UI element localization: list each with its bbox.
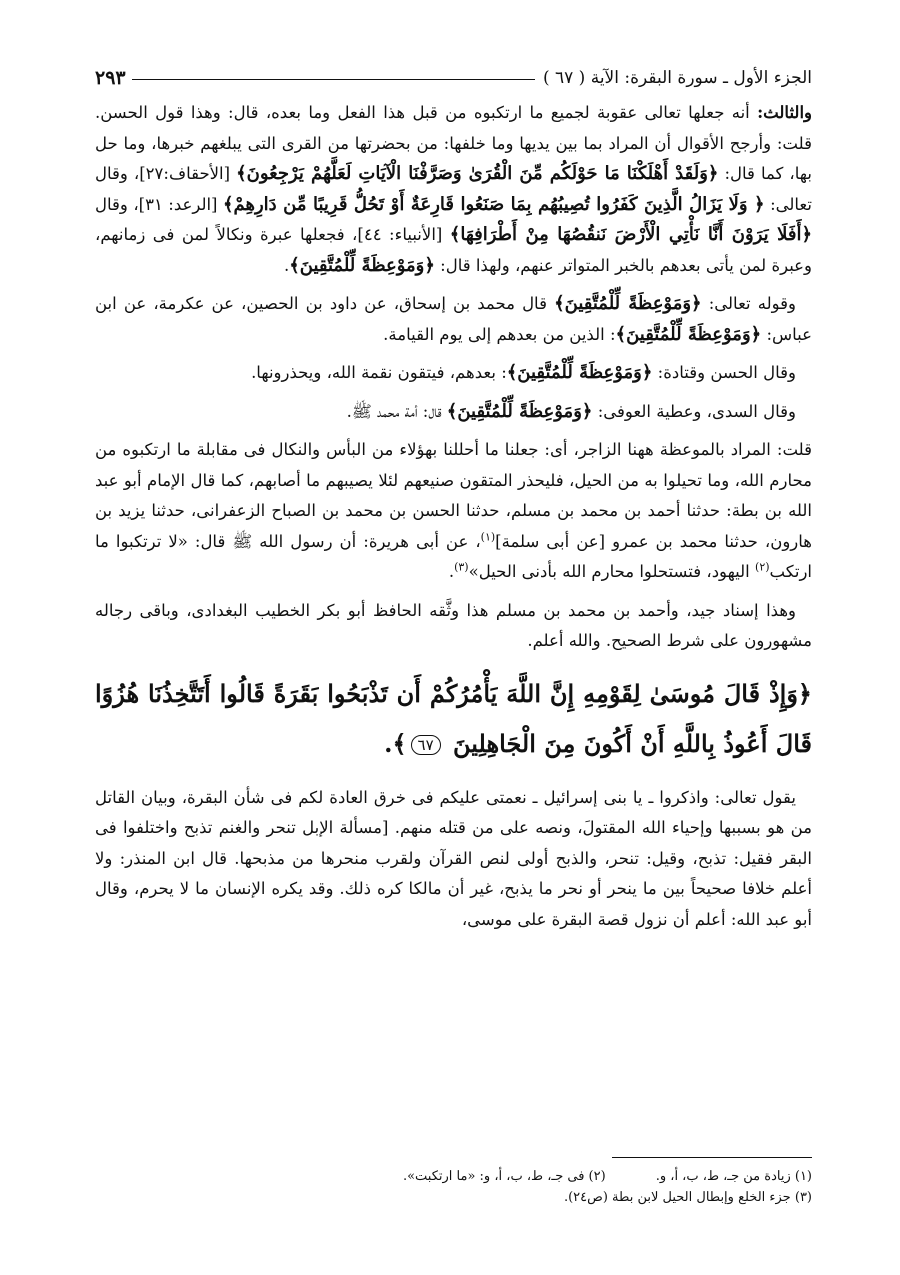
running-header (95, 64, 812, 92)
quran-quote: ﴿وَمَوْعِظَةً لِّلْمُتَّقِينَ﴾ (554, 293, 702, 314)
header-rule (132, 79, 535, 80)
paragraph-text: أنه جعلها تعالى عقوبة لجميع ما ارتكبوه من قبل هذا الفعل وما بعده، قال: وهذا قول الحسن. قلت: وأرجح الأقوال أن المراد بما بين يديها وما خلفها: من بحضرتها من القرى التى يبلغهم خبرها، وما حل بها، كما قال: (95, 103, 812, 183)
paragraph-suddi (95, 397, 812, 428)
paragraph-commentary: يقول تعالى: واذكروا ـ يا بنى إسرائيل ـ نعمتى عليكم فى خرق العادة لكم فى شأن البقرة، وبيان القاتل من هو بسببها وإحياء الله المقتولَ، ونصه على من قتله منهم. [مسألة الإبل تنحر والغنم تذبح واختلفوا فى البقر فقيل: تذبح، وقيل: تنحر، والذبح أولى لنص القرآن ولقرب منحرها من مذبحها. قال ابن المنذر: ولا أعلم خلافا صحيحاً بين ما ينحر أو نحر ما يذبح، غير أن مالكا كره ذلك. وقد يكره الإنسان ما لا يحرم، وقال أبو عبد الله: أعلم أن نزول قصة البقرة على موسى، (95, 787, 812, 929)
paragraph-text: : بعدهم، فيتقون نقمة الله، ويحذرونها. (251, 363, 507, 382)
verse-end: ﴾. (384, 728, 407, 758)
paragraph-text: وقوله تعالى: (708, 294, 796, 313)
paragraph-text: : الذين من بعدهم إلى يوم القيامة. (383, 324, 616, 344)
quran-quote: ﴿وَمَوْعِظَةً لِّلْمُتَّقِينَ﴾ (615, 323, 762, 345)
footnote-3: (٣) جزء الخلع وإبطال الحيل لابن بطة (ص٢٤). (563, 1190, 812, 1205)
paragraph-text: اليهود، فتستحلوا محارم الله بأدنى الحيل» (468, 562, 756, 581)
ayah-number: ٦٧ (411, 735, 441, 755)
paragraph-text: قال: أمة محمد ﷺ. (346, 401, 442, 421)
quran-quote: ﴿وَمَوْعِظَةً لِّلْمُتَّقِينَ﴾ (506, 362, 653, 383)
paragraph-text: قلت: المراد بالموعظة ههنا الزاجر، أى: جعلنا ما أحللنا بهؤلاء من البأس والنكال فى مقابلة ما ارتكبوه من محارم الله، وما تحيلوا به من الحيل، فليحذر المتقون صنيعهم لئلا يصيبهم ما أصابهم، كما قال الإمام أبو عبد الله بن بطة: حدثنا أحمد بن محمد بن مسلم، حدثنا الحسن بن محمد بن الصباح الزعفرانى، حدثنا يزيد بن هارون، حدثنا محمد بن عمرو [عن أبى سلمة] (95, 440, 812, 551)
footnote-2: (٢) فى جـ، ط، ب، أ، و: «ما ارتكبت». (402, 1169, 606, 1184)
verse-67 (95, 669, 812, 769)
footnote-1: (١) زيادة من جـ، ط، ب، أ، و. (655, 1169, 812, 1184)
paragraph-text: وقال السدى، وعطية العوفى: (597, 401, 796, 421)
paragraph-ibn-batta: قلت: المراد بالموعظة ههنا الزاجر، أى: جعلنا ما أحللنا بهؤلاء من البأس والنكال فى مقابلة ما ارتكبوه من محارم الله، وما تحيلوا به من الحيل، فليحذر المتقون صنيعهم لئلا يصيبهم ما أصابهم، كما قال الإمام أبو عبد الله بن بطة: حدثنا أحمد بن محمد بن مسلم، حدثنا الحسن بن محمد بن الصباح الزعفرانى، حدثنا يزيد بن هارون، حدثنا محمد بن عمرو [عن أبى سلمة]$^{(١)}$، عن أبى هريرة: أن رسول الله ﷺ قال: «لا ترتكبوا ما ارتكب$^{(٢)}$ اليهود، فتستحلوا محارم الله بأدنى الحيل»$^{(٣)}$. (95, 440, 812, 581)
footnote-marker: (١) (480, 530, 496, 543)
footnotes (95, 1166, 812, 1208)
paragraph-text: وقال الحسن وقتادة: (657, 363, 796, 382)
paragraph-ibn-ishaq (95, 289, 812, 350)
quran-quote: ﴿أَفَلَا يَرَوْنَ أَنَّا نَأْتِي الْأَرْضَ نَنقُصُهَا مِنْ أَطْرَافِهَا﴾ (449, 224, 813, 245)
paragraph-lead: والثالث: (757, 103, 812, 122)
paragraph-isnad: وهذا إسناد جيد، وأحمد بن محمد بن مسلم هذا وثَّقه الحافظ أبو بكر الخطيب البغدادى، وباقى رجاله مشهورون على شرط الصحيح. والله أعلم. (95, 600, 812, 650)
paragraph-text: ، عن أبى هريرة: أن رسول الله ﷺ قال: «لا ترتكبوا ما ارتكب (95, 531, 812, 581)
page-number: ٢٩٣ (95, 67, 126, 89)
quran-quote: ﴿ وَلَا يَزَالُ الَّذِينَ كَفَرُوا تُصِيبُهُم بِمَا صَنَعُوا قَارِعَةٌ أَوْ تَحُلُّ قَرِيبًا مِّن دَارِهِمْ﴾ (222, 193, 765, 215)
footnote-marker: (٢) (755, 560, 770, 574)
reference-text: [الأنبياء: ٤٤]، فجعلها عبرة ونكالاً لمن فى زمانهم، وعبرة لمن يأتى بعدهم بالخبر المتواتر عنهم، ولهذا قال: (95, 225, 812, 275)
paragraph-hasan-qatada (95, 358, 812, 389)
quran-quote: ﴿وَمَوْعِظَةً لِّلْمُتَّقِينَ﴾ (289, 254, 435, 276)
quran-quote: ﴿وَمَوْعِظَةً لِّلْمُتَّقِينَ﴾ (446, 400, 593, 422)
header-title: الجزء الأول ـ سورة البقرة: الآية ( ٦٧ ) (542, 68, 812, 88)
paragraph-third-opinion: والثالث: أنه جعلها تعالى عقوبة لجميع ما ارتكبوه من قبل هذا الفعل وما بعده، قال: وهذا قول الحسن. قلت: وأرجح الأقوال أن المراد بما بين يديها وما خلفها: من بحضرتها من القرى التى يبلغهم خبرها، وما حل بها، كما قال: ﴿وَلَقَدْ أَهْلَكْنَا مَا حَوْلَكُم مِّنَ الْقُرَىٰ وَصَرَّفْنَا الْآيَاتِ لَعَلَّهُمْ يَرْجِعُونَ﴾ [الأحقاف:٢٧]، وقال تعالى: ﴿ وَلَا يَزَالُ الَّذِينَ كَفَرُوا تُصِيبُهُم بِمَا صَنَعُوا قَارِعَةٌ أَوْ تَحُلُّ قَرِيبًا مِّن دَارِهِمْ﴾ [الرعد: ٣١]، وقال ﴿أَفَلَا يَرَوْنَ أَنَّا نَأْتِي الْأَرْضَ نَنقُصُهَا مِنْ أَطْرَافِهَا﴾ [الأنبياء: ٤٤]، فجعلها عبرة ونكالاً لمن فى زمانهم، وعبرة لمن يأتى بعدهم بالخبر المتواتر عنهم، ولهذا قال: ﴿وَمَوْعِظَةً لِّلْمُتَّقِينَ﴾. (95, 103, 813, 276)
footnote-row (95, 1166, 812, 1187)
footnote-rule (612, 1157, 812, 1158)
reference-text: [الأحقاف:٢٧]، وقال تعالى: (95, 164, 812, 214)
reference-text: [الرعد: ٣١]، وقال (95, 194, 218, 214)
page-body (95, 98, 812, 935)
footnote-marker: (٣) (454, 560, 469, 574)
verse-text: ﴿وَإِذْ قَالَ مُوسَىٰ لِقَوْمِهِ إِنَّ اللَّهَ يَأْمُرُكُمْ أَن تَذْبَحُوا بَقَرَةً قَالُوا أَتَتَّخِذُنَا هُزُوًا قَالَ أَعُوذُ بِاللَّهِ أَنْ أَكُونَ مِنَ الْجَاهِلِينَ (95, 678, 812, 758)
quran-quote: ﴿وَلَقَدْ أَهْلَكْنَا مَا حَوْلَكُم مِّنَ الْقُرَىٰ وَصَرَّفْنَا الْآيَاتِ لَعَلَّهُمْ يَرْجِعُونَ﴾ (236, 163, 719, 184)
paragraph-text: قال محمد بن إسحاق، عن داود بن الحصين، عن عكرمة، عن ابن عباس: (95, 294, 812, 344)
